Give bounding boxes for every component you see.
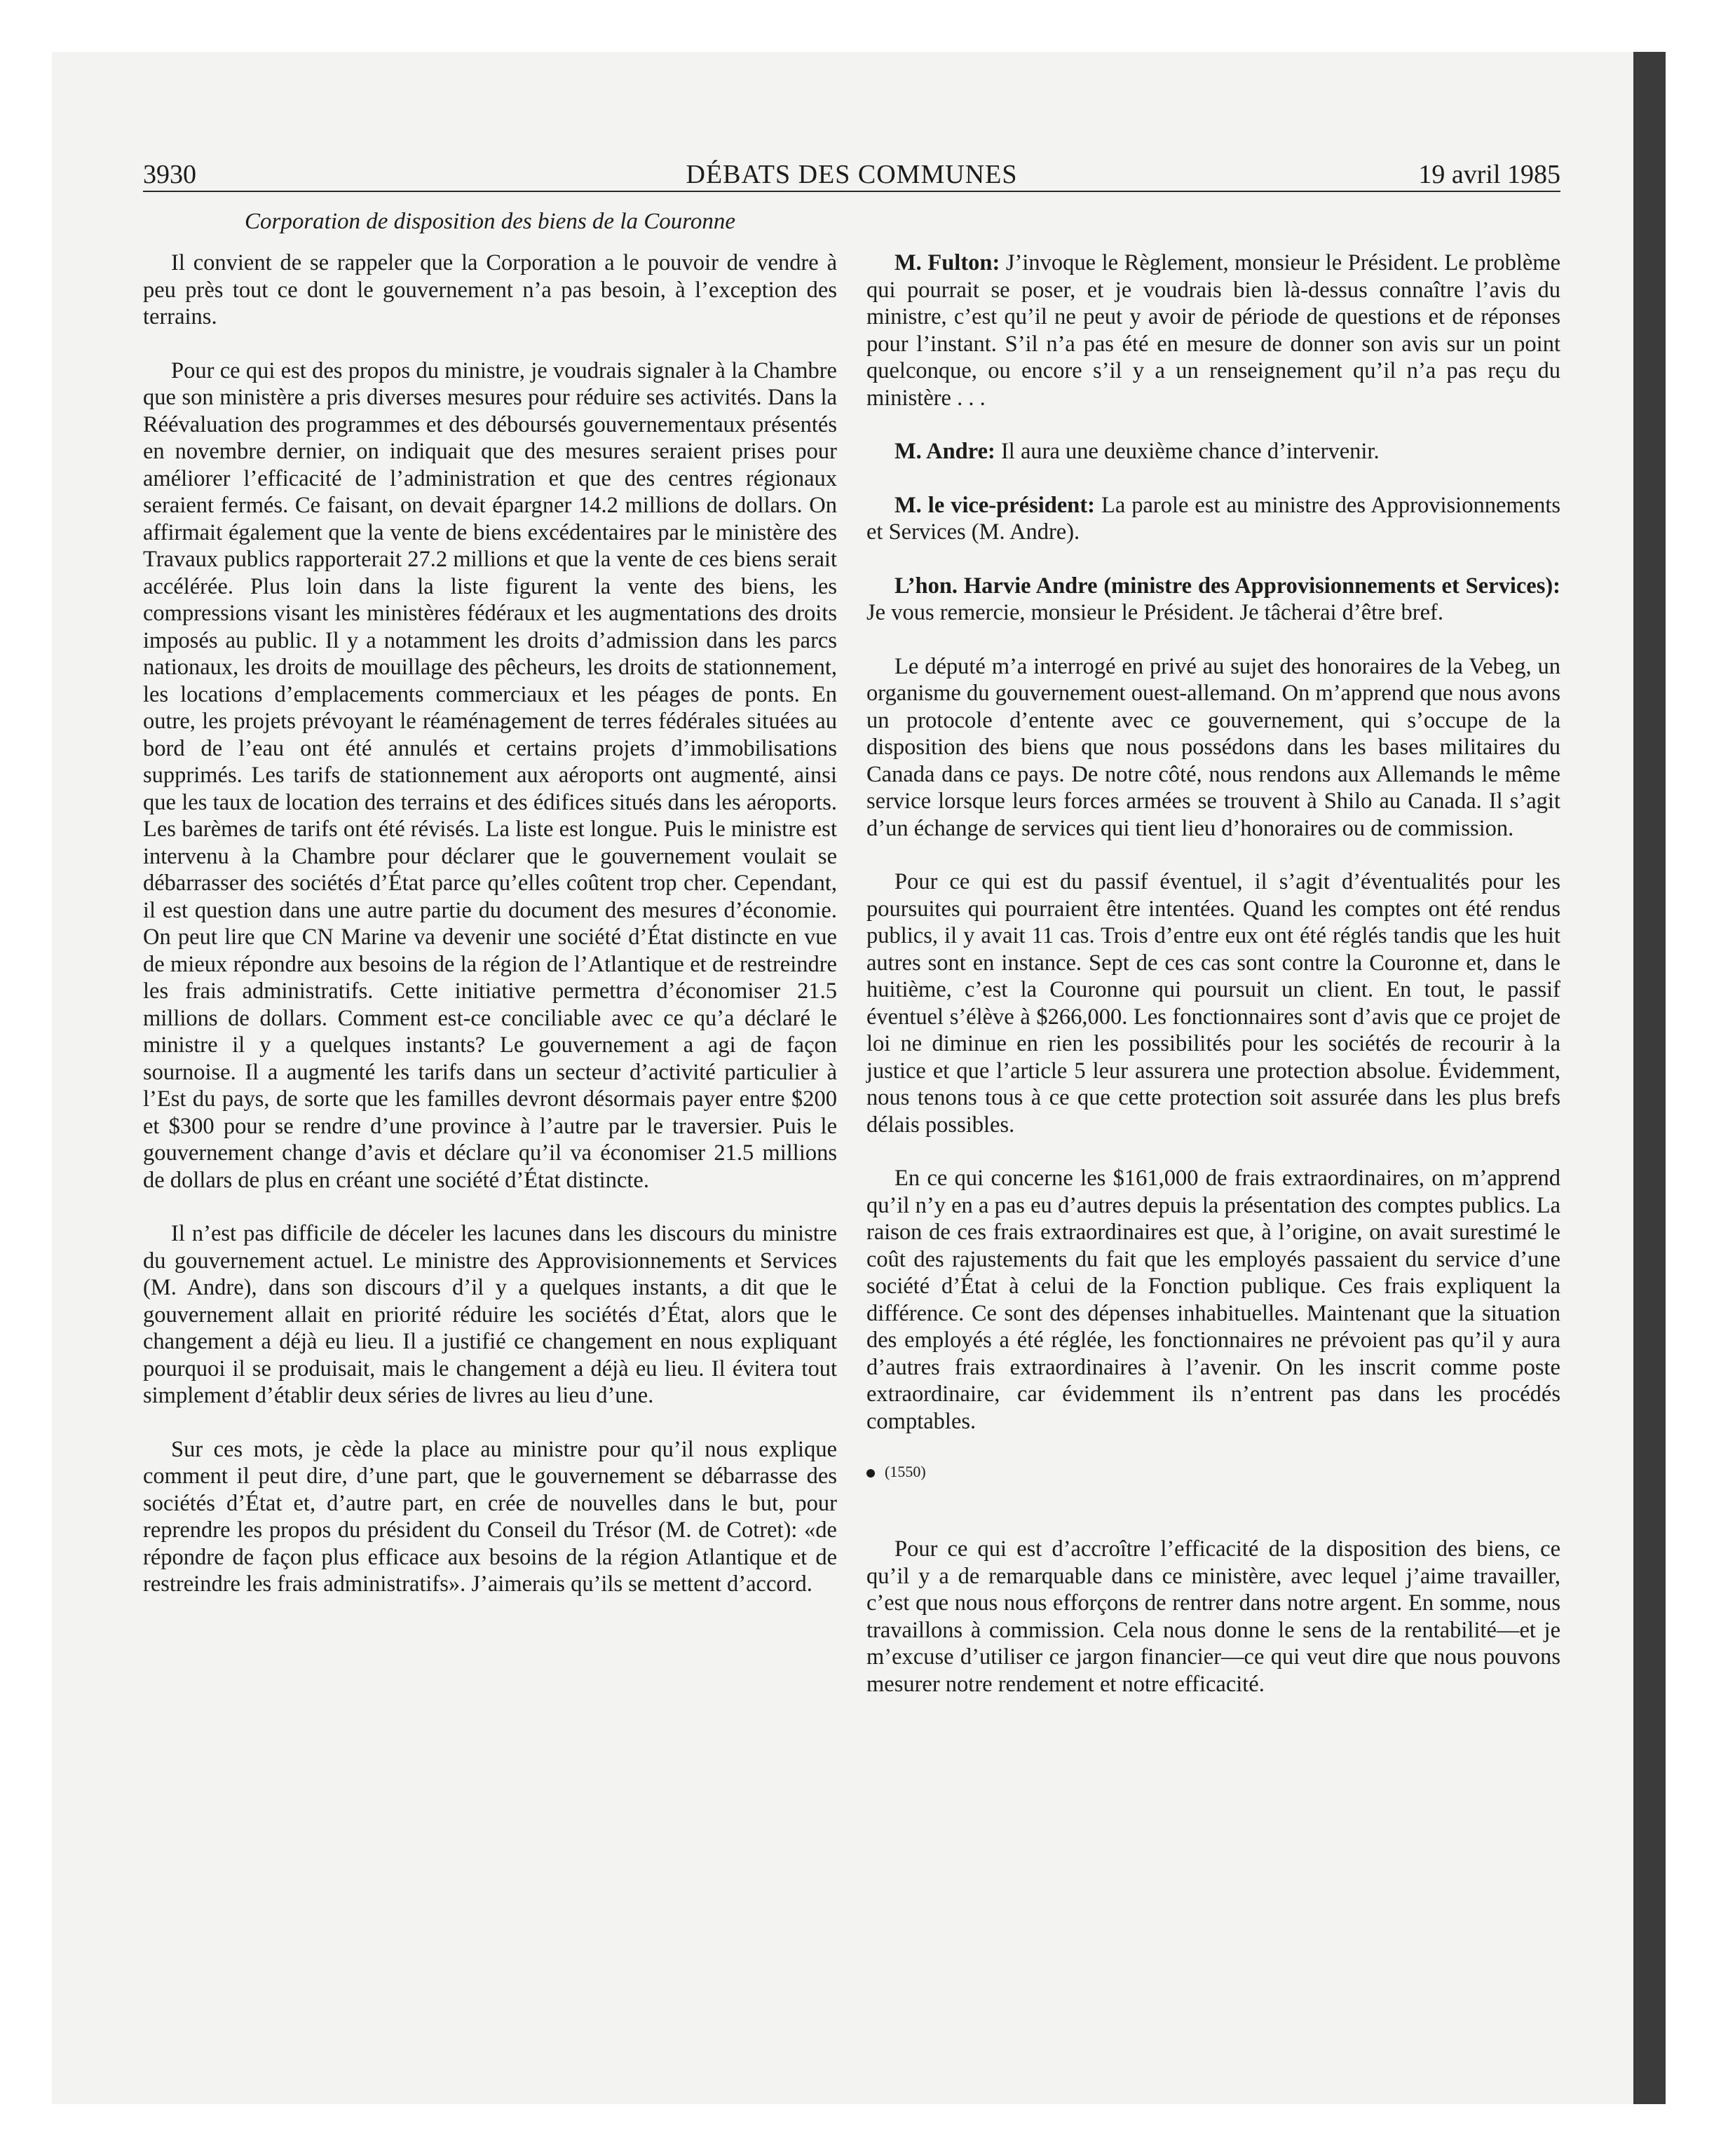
left-column	[143, 207, 837, 1625]
speaker-name: M. le vice-président:	[894, 492, 1095, 518]
paragraph: Il n’est pas difficile de déceler les lacunes dans les discours du ministre du gouvernement actuel. Le ministre des Approvisionnements et Services (M. Andre), dans son discours d’il y a quelques instants, a dit que le gouvernement allait en priorité réduire les sociétés d’État, alors que le changement a déjà eu lieu. Il a justifié ce changement en nous expliquant pourquoi il se produisait, mais le changement a déjà eu lieu. Il évitera tout simplement d’établir deux séries de livres au lieu d’une.	[143, 1221, 837, 1408]
speech-harvie-andre	[866, 573, 1560, 627]
bullet-icon	[866, 1469, 875, 1478]
scan-edge-bar	[1633, 52, 1666, 2104]
speech-text: La parole est au ministre des Approvisionnements et Services (M. Andre).	[866, 492, 1560, 545]
paragraph: Pour ce qui est d’accroître l’efficacité de la disposition des biens, ce qu’il y a de remarquable dans ce ministère, avec lequel j’aime travailler, c’est que nous nous efforçons de rentrer dans notre argent. En somme, nous travaillons à commission. Cela nous donne le sens de la rentabilité—et je m’excuse d’utiliser ce jargon financier—ce qui veut dire que nous pouvons mesurer notre rendement et notre efficacité.	[866, 1536, 1560, 1697]
section-title: Corporation de disposition des biens de la Couronne	[244, 209, 736, 234]
paragraph: Il convient de se rappeler que la Corporation a le pouvoir de vendre à peu près tout ce dont le gouvernement n’a pas besoin, à l’exception des terrains.	[143, 250, 837, 329]
speaker-name: L’hon. Harvie Andre (ministre des Approvisionnements et Services):	[894, 573, 1560, 599]
paragraph: Pour ce qui est du passif éventuel, il s’agit d’éventualités pour les poursuites qui pourraient être intentées. Quand les comptes ont été rendus publics, il y avait 11 cas. Trois d’entre eux ont été réglés tandis que les huit autres sont en instance. Sept de ces cas sont contre la Couronne et, dans le huitième, c’est la Couronne qui poursuit un client. En tout, le passif éventuel s’élève à $266,000. Les fonctionnaires sont d’avis que ce projet de loi ne diminue en rien les possibilités pour les sociétés de recourir à la justice et que l’article 5 leur assurera une protection absolue. Évidemment, nous tenons tous à ce que cette protection soit assurée dans les plus brefs délais possibles.	[866, 869, 1560, 1138]
speech-fulton	[866, 250, 1560, 411]
paragraph: Sur ces mots, je cède la place au ministre pour qu’il nous explique comment il peut dire, d’une part, que le gouvernement se débarrasse des sociétés d’État et, d’autre part, en crée de nouvelles dans le but, pour reprendre les propos du président du Conseil du Trésor (M. de Cotret): «de répondre de façon plus efficace aux besoins de la région Atlantique et de restreindre les frais administratifs». J’aimerais qu’ils se mettent d’accord.	[143, 1436, 837, 1597]
speech-text: Je vous remercie, monsieur le Président. Je tâcherai d’être bref.	[866, 600, 1443, 625]
page-header	[143, 158, 1560, 192]
speaker-name: M. Fulton:	[894, 250, 1000, 275]
speech-vice-president	[866, 492, 1560, 546]
time-marker-text: (1550)	[885, 1463, 926, 1480]
speech-andre	[866, 438, 1560, 465]
time-marker	[866, 1461, 1560, 1482]
paragraph: Le député m’a interrogé en privé au sujet des honoraires de la Vebeg, un organisme du gouvernement ouest-allemand. On m’apprend que nous avons un protocole d’entente avec ce gouvernement, qui s’occupe de la disposition des biens que nous possédons dans les bases militaires du Canada dans ce pays. De notre côté, nous rendons aux Allemands le même service lorsque leurs forces armées se trouvent à Shilo au Canada. Il s’agit d’un échange de services qui tient lieu d’honoraires ou de commission.	[866, 653, 1560, 841]
page-date: 19 avril 1985	[1418, 160, 1560, 189]
right-column	[866, 250, 1560, 1724]
paragraph: En ce qui concerne les $161,000 de frais extraordinaires, on m’apprend qu’il n’y en a pas eu d’autres depuis la présentation des comptes publics. La raison de ces frais extraordinaires est que, à l’origine, on avait surestimé le coût des rajustements du fait que les employés passaient du service d’une société d’État à celui de la Fonction publique. Ces frais expliquent la différence. Ce sont des dépenses inhabituelles. Maintenant que la situation des employés a été réglée, les fonctionnaires ne prévoient pas qu’il y aura d’autres frais extraordinaires à l’avenir. On les inscrit comme poste extraordinaire, car évidemment ils n’entrent pas dans les procédés comptables.	[866, 1166, 1560, 1434]
paragraph: Pour ce qui est des propos du ministre, je voudrais signaler à la Chambre que son ministère a pris diverses mesures pour réduire ses activités. Dans la Réévaluation des programmes et des déboursés gouvernementaux présentés en novembre dernier, on indiquait que des mesures seraient prises pour améliorer l’efficacité de l’administration et que des centres régionaux seraient fermés. Ce faisant, on devait épargner 14.2 millions de dollars. On affirmait également que la vente de biens excédentaires par le ministère des Travaux publics rapporterait 27.2 millions et que la vente de ces biens serait accélérée. Plus loin dans la liste figurent la vente des biens, les compressions visant les ministères fédéraux et les augmentations des droits imposés au public. Il y a notamment les droits d’admission dans les parcs nationaux, les droits de mouillage des pêcheurs, les droits de stationnement, les locations d’emplacements commerciaux et les péages de ponts. En outre, les projets prévoyant le réaménagement de terres fédérales situées au bord de l’eau ont été annulés et certains projets d’immobilisations supprimés. Les tarifs de stationnement aux aéroports ont augmenté, ainsi que les taux de location des terrains et des édifices situés dans les aéroports. Les barèmes de tarifs ont été révisés. La liste est longue. Puis le ministre est intervenu à la Chambre pour déclarer que le gouvernement voulait se débarrasser des sociétés d’État parce qu’elles coûtent trop cher. Cependant, il est question dans une autre partie du document des mesures d’économie. On peut lire que CN Marine va devenir une société d’État distincte en vue de mieux répondre aux besoins de la région de l’Atlantique et de restreindre les frais administratifs. Cette initiative permettra d’économiser 21.5 millions de dollars. Comment est-ce conciliable avec ce qu’a déclaré le ministre il y a quelques instants? Le gouvernement a agi de façon sournoise. Il a augmenté les tarifs dans un secteur d’activité particulier à l’Est du pays, de sorte que les familles devront désormais payer entre $200 et $300 pour se rendre d’une province à l’autre par le traversier. Puis le gouvernement change d’avis et déclare qu’il va économiser 21.5 millions de dollars de plus en créant une société d’État distincte.	[143, 357, 837, 1193]
page-number: 3930	[143, 160, 196, 189]
speech-text: Il aura une deuxième chance d’intervenir.	[995, 439, 1380, 464]
publication-title: DÉBATS DES COMMUNES	[686, 160, 1018, 189]
speech-text: J’invoque le Règlement, monsieur le Président. Le problème qui pourrait se poser, et je voudrais bien là-dessus connaître l’avis du ministre, c’est qu’il ne peut y avoir de période de questions et de réponses pour l’instant. S’il n’a pas été en mesure de donner son avis sur un point quelconque, ou encore s’il y a un renseignement qu’il n’a pas reçu du ministère . . .	[866, 250, 1560, 411]
speaker-name: M. Andre:	[894, 439, 995, 464]
